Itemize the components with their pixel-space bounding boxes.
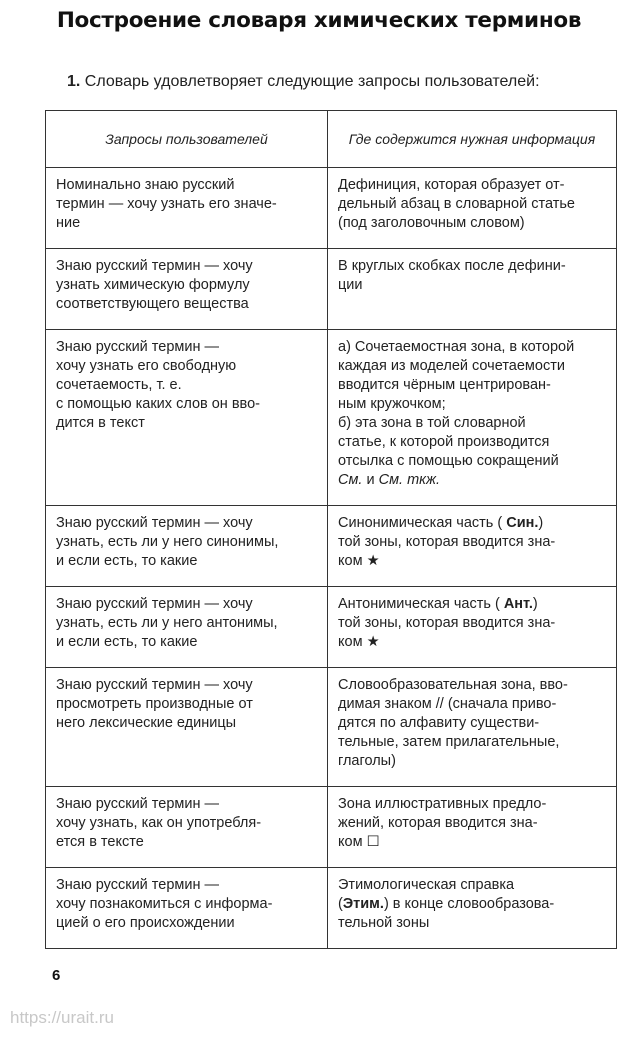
- table-row: [46, 668, 617, 787]
- task-statement: [67, 73, 540, 91]
- info-cell: Словообразовательная зона, вво- димая знаком // (сначала приво- дятся по алфавиту существи- тельные, затем прилагательные, глаголы): [328, 668, 617, 787]
- table-row: [46, 330, 617, 506]
- request-cell: Знаю русский термин — хочу просмотреть производные от него лексические единицы: [46, 668, 328, 787]
- request-cell: Знаю русский термин — хочу узнать его свободную сочетаемость, т. е. с помощью каких слов он вво- дится в текст: [46, 330, 328, 506]
- info-cell: Зона иллюстративных предло- жений, которая вводится зна- ком ☐: [328, 787, 617, 868]
- request-cell: Номинально знаю русский термин — хочу узнать его значе- ние: [46, 168, 328, 249]
- watermark: https://urait.ru: [10, 1008, 114, 1027]
- table-header-row: [46, 111, 617, 168]
- table-row: [46, 868, 617, 949]
- header-info-location: Где содержится нужная информация: [328, 111, 617, 168]
- request-cell: Знаю русский термин — хочу узнать, есть ли у него синонимы, и если есть, то какие: [46, 506, 328, 587]
- info-cell: а) Сочетаемостная зона, в которой каждая из моделей сочетаемости вводится чёрным центрирован- ным кружочком; б) эта зона в той словарной статье, к которой производится отсылка с помощью сокращений См. и См. ткж.: [328, 330, 617, 506]
- page-number: 6: [52, 967, 61, 984]
- request-cell: Знаю русский термин — хочу узнать химическую формулу соответствующего вещества: [46, 249, 328, 330]
- table-row: [46, 168, 617, 249]
- task-number: 1.: [67, 73, 81, 90]
- request-cell: Знаю русский термин — хочу узнать, есть ли у него антонимы, и если есть, то какие: [46, 587, 328, 668]
- info-cell: Синонимическая часть ( Син.) той зоны, которая вводится зна- ком ★: [328, 506, 617, 587]
- request-cell: Знаю русский термин — хочу узнать, как он употребля- ется в тексте: [46, 787, 328, 868]
- info-cell: Дефиниция, которая образует от- дельный абзац в словарной статье (под заголовочным словом): [328, 168, 617, 249]
- info-cell: Антонимическая часть ( Ант.) той зоны, которая вводится зна- ком ★: [328, 587, 617, 668]
- info-cell: В круглых скобках после дефини- ции: [328, 249, 617, 330]
- dictionary-requests-table: [45, 110, 617, 949]
- header-requests: Запросы пользователей: [46, 111, 328, 168]
- table-row: [46, 787, 617, 868]
- task-text: Словарь удовлетворяет следующие запросы пользователей:: [84, 73, 540, 90]
- request-cell: Знаю русский термин — хочу познакомиться с информа- цией о его происхождении: [46, 868, 328, 949]
- table-row: [46, 249, 617, 330]
- info-cell: Этимологическая справка (Этим.) в конце словообразова- тельной зоны: [328, 868, 617, 949]
- page-title: Построение словаря химических терминов: [56, 8, 582, 33]
- table-row: [46, 506, 617, 587]
- table-row: [46, 587, 617, 668]
